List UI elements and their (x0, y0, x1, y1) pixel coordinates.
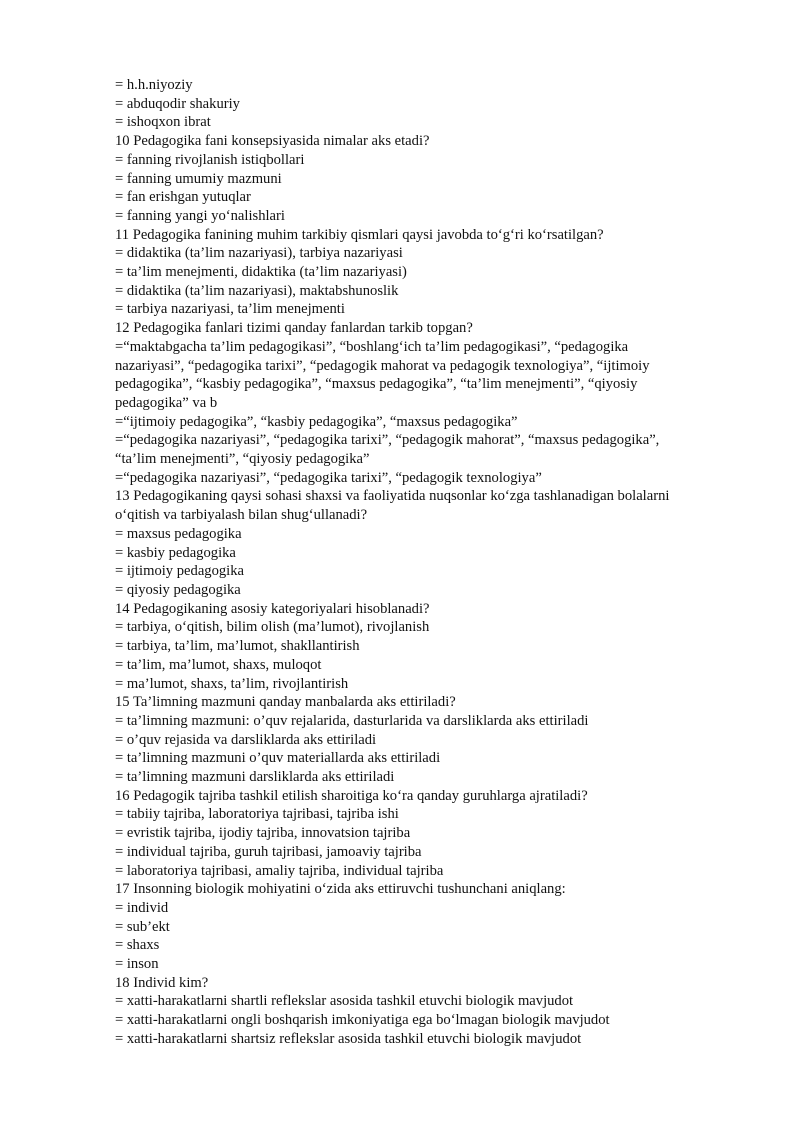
answer-line: = ma’lumot, shaxs, ta’lim, rivojlantirish (115, 675, 349, 692)
answer-line: = laboratoriya tajribasi, amaliy tajriba, individual tajriba (115, 862, 444, 879)
answer-line: = tarbiya nazariyasi, ta’lim menejmenti (115, 301, 345, 318)
answer-line: = fanning umumiy mazmuni (115, 170, 282, 187)
answer-line: = fan erishgan yutuqlar (115, 189, 251, 206)
answer-line: = tabiiy tajriba, laboratoriya tajribasi, tajriba ishi (115, 806, 399, 823)
answer-line: = abduqodir shakuriy (115, 95, 240, 112)
question-line: 14 Pedagogikaning asosiy kategoriyalari hisoblanadi? (115, 600, 430, 617)
answer-line: =“pedagogika nazariyasi”, “pedagogika tarixi”, “pedagogik texnologiya” (115, 469, 542, 486)
answer-line: = tarbiya, o‘qitish, bilim olish (ma’lumot), rivojlanish (115, 619, 430, 636)
answer-line: = inson (115, 956, 159, 973)
answer-line: = ta’limning mazmuni o’quv materiallarda aks ettiriladi (115, 750, 441, 767)
answer-line: = qiyosiy pedagogika (115, 581, 241, 598)
answer-line: pedagogika” va b (115, 394, 218, 411)
question-line: 11 Pedagogika fanining muhim tarkibiy qismlari qaysi javobda to‘g‘ri ko‘rsatilgan? (115, 226, 604, 243)
answer-line: nazariyasi”, “pedagogika tarixi”, “pedagogik mahorat va pedagogik texnologiya”, “ijtimoiy (115, 357, 650, 374)
answer-line: = h.h.niyoziy (115, 77, 193, 93)
question-line: 18 Individ kim? (115, 974, 209, 991)
answer-line: = individual tajriba, guruh tajribasi, jamoaviy tajriba (115, 843, 422, 860)
question-line: 17 Insonning biologik mohiyatini o‘zida aks ettiruvchi tushunchani aniqlang: (115, 881, 566, 898)
answer-line: = didaktika (ta’lim nazariyasi), tarbiya nazariyasi (115, 245, 403, 262)
answer-line: = didaktika (ta’lim nazariyasi), maktabshunoslik (115, 282, 399, 299)
answer-line: = fanning yangi yo‘nalishlari (115, 207, 285, 224)
answer-line: =“maktabgacha ta’lim pedagogikasi”, “boshlang‘ich ta’lim pedagogikasi”, “pedagogika (115, 338, 629, 355)
answer-line: = individ (115, 899, 169, 916)
answer-line: = ta’lim, ma’lumot, shaxs, muloqot (115, 656, 322, 673)
answer-line: = o’quv rejasida va darsliklarda aks ettiriladi (115, 731, 377, 748)
question-line: 10 Pedagogika fani konsepsiyasida nimalar aks etadi? (115, 133, 430, 150)
answer-line: = ijtimoiy pedagogika (115, 563, 245, 580)
answer-line: = sub’ekt (115, 918, 170, 935)
answer-line: = fanning rivojlanish istiqbollari (115, 151, 305, 168)
answer-line: = kasbiy pedagogika (115, 544, 236, 561)
answer-line: = shaxs (115, 937, 160, 954)
document-page (115, 76, 755, 1049)
answer-line: = ta’limning mazmuni: o’quv rejalarida, dasturlarida va darsliklarda aks ettiriladi (115, 712, 589, 729)
answer-line: “ta’lim menejmenti”, “qiyosiy pedagogika” (115, 451, 370, 468)
answer-line: =“ijtimoiy pedagogika”, “kasbiy pedagogika”, “maxsus pedagogika” (115, 413, 518, 430)
answer-line: = tarbiya, ta’lim, ma’lumot, shakllantirish (115, 638, 360, 655)
question-line: 12 Pedagogika fanlari tizimi qanday fanlardan tarkib topgan? (115, 320, 473, 337)
answer-line: =“pedagogika nazariyasi”, “pedagogika tarixi”, “pedagogik mahorat”, “maxsus pedagogika”, (115, 432, 660, 449)
answer-line: = xatti-harakatlarni shartli reflekslar asosida tashkil etuvchi biologik mavjudot (115, 993, 574, 1010)
question-line: 13 Pedagogikaning qaysi sohasi shaxsi va faoliyatida nuqsonlar ko‘zga tashlanadigan bolalarni (115, 488, 670, 505)
answer-line: = xatti-harakatlarni shartsiz reflekslar asosida tashkil etuvchi biologik mavjudot (115, 1030, 582, 1047)
answer-line: = ishoqxon ibrat (115, 114, 211, 131)
answer-line: = xatti-harakatlarni ongli boshqarish imkoniyatiga ega bo‘lmagan biologik mavjudot (115, 1012, 610, 1029)
answer-line: = ta’lim menejmenti, didaktika (ta’lim nazariyasi) (115, 264, 407, 281)
answer-line: = evristik tajriba, ijodiy tajriba, innovatsion tajriba (115, 825, 411, 842)
question-line: 15 Ta’limning mazmuni qanday manbalarda aks ettiriladi? (115, 694, 456, 711)
answer-line: pedagogika”, “kasbiy pedagogika”, “maxsus pedagogika”, “ta’lim menejmenti”, “qiyosiy (115, 376, 638, 393)
question-line: 16 Pedagogik tajriba tashkil etilish sharoitiga ko‘ra qanday guruhlarga ajratiladi? (115, 787, 588, 804)
answer-line: = ta’limning mazmuni darsliklarda aks ettiriladi (115, 769, 395, 786)
question-line: o‘qitish va tarbiyalash bilan shug‘ullanadi? (115, 507, 368, 524)
answer-line: = maxsus pedagogika (115, 525, 242, 542)
